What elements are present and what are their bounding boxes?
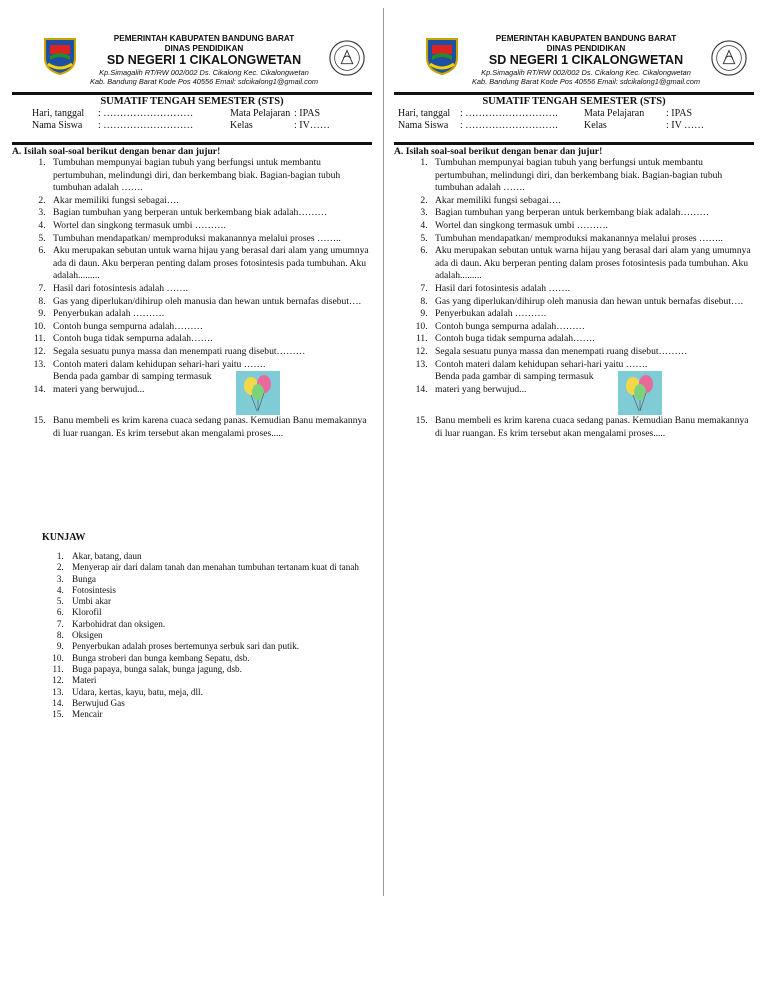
- exam-title: SUMATIF TENGAH SEMESTER (STS): [100, 96, 284, 107]
- school-name: SD NEGERI 1 CIKALONGWETAN: [106, 53, 302, 67]
- subject-label: Mata Pelajaran: [230, 108, 291, 119]
- question-text: Benda pada gambar di samping termasuk materi yang berwujud...: [435, 371, 594, 395]
- answer-key-title: KUNJAW: [42, 532, 86, 543]
- section-a: [12, 146, 372, 440]
- name-blank: : ………………………: [98, 120, 194, 131]
- answer-item: 1. Akar, batang, daun: [66, 551, 382, 562]
- question-item: 8. Gas yang diperlukan/dihirup oleh manusia dan hewan untuk bernafas disebut….: [48, 296, 372, 309]
- subject-label: Mata Pelajaran: [584, 108, 645, 119]
- answer-item: 2. Menyerap air dari dalam tanah dan menahan tumbuhan tertanam kuat di tanah: [66, 562, 382, 573]
- gov-line: PEMERINTAH KABUPATEN BANDUNG BARAT: [113, 34, 295, 43]
- address-line-2: Kab. Bandung Barat Kode Pos 40556 Email: sdcikalong1@gmail.com: [89, 77, 319, 86]
- date-label: Hari, tanggal: [32, 108, 85, 119]
- id-row-date: [12, 108, 372, 120]
- exam-title: SUMATIF TENGAH SEMESTER (STS): [482, 96, 666, 107]
- name-blank: : ……………………….: [460, 120, 558, 131]
- answer-item: 12. Materi: [66, 675, 382, 686]
- answer-item: 7. Karbohidrat dan oksigen.: [66, 619, 382, 630]
- agency-line: DINAS PENDIDIKAN: [546, 44, 626, 53]
- question-item: 7. Hasil dari fotosintesis adalah …….: [430, 283, 754, 296]
- question-item: 12. Segala sesuatu punya massa dan menempati ruang disebut………: [430, 346, 754, 359]
- agency-line: DINAS PENDIDIKAN: [164, 44, 244, 53]
- question-item: 10. Contoh bunga sempurna adalah………: [430, 321, 754, 334]
- answer-item: 14. Berwujud Gas: [66, 698, 382, 709]
- subject-value: : IPAS: [666, 108, 693, 119]
- question-item: 15. Banu membeli es krim karena cuaca sedang panas. Kemudian Banu memakannya di luar ruangan. Es krim tersebut akan mengalami proses.....: [430, 415, 754, 440]
- answer-item: 4. Fotosintesis: [66, 585, 382, 596]
- answer-item: 6. Klorofil: [66, 607, 382, 618]
- section-rule: [394, 142, 754, 145]
- kabupaten-crest-icon: [424, 36, 460, 76]
- header-rule: [394, 92, 754, 95]
- question-item: 5. Tumbuhan mendapatkan/ memproduksi makanannya melalui proses ……..: [430, 233, 754, 246]
- answer-item: 5. Umbi akar: [66, 596, 382, 607]
- date-label: Hari, tanggal: [398, 108, 451, 119]
- gov-line: PEMERINTAH KABUPATEN BANDUNG BARAT: [495, 34, 677, 43]
- section-rule: [12, 142, 372, 145]
- class-label: Kelas: [230, 120, 253, 131]
- question-item: 1. Tumbuhan mempunyai bagian tubuh yang berfungsi untuk membantu pertumbuhan, melindungi diri, dan berkembang biak. Bagian-bagian tubuh tumbuhan adalah …….: [48, 157, 372, 195]
- question-item: 3. Bagian tumbuhan yang berperan untuk berkembang biak adalah………: [430, 207, 754, 220]
- question-item: 15. Banu membeli es krim karena cuaca sedang panas. Kemudian Banu memakannya di luar ruangan. Es krim tersebut akan mengalami proses.....: [48, 415, 372, 440]
- id-row-date: [394, 108, 754, 120]
- question-item: 13. Contoh materi dalam kehidupan sehari-hari yaitu …….: [48, 359, 372, 372]
- id-row-name: [394, 120, 754, 132]
- question-item: 6. Aku merupakan sebutan untuk warna hijau yang berasal dari alam yang umumnya ada di daun. Aku berperan penting dalam proses fotosintesis pada tumbuhan. Aku adalah.........: [430, 245, 754, 283]
- answer-item: 11. Buga papaya, bunga salak, bunga jagung, dsb.: [66, 664, 382, 675]
- column-divider: [383, 8, 384, 896]
- answer-item: 15. Mencair: [66, 709, 382, 720]
- address-line-1: Kp.Simagalih RT/RW 002/002 Ds. Cikalong Kec. Cikalongwetan: [481, 68, 691, 77]
- class-value: : IV……: [294, 120, 330, 131]
- question-item: 2. Akar memiliki fungsi sebagai….: [48, 195, 372, 208]
- answer-item: 8. Oksigen: [66, 630, 382, 641]
- balloons-icon: [618, 371, 662, 415]
- answer-item: 10. Bunga stroberi dan bunga kembang Sepatu, dsb.: [66, 653, 382, 664]
- address-line-1: Kp.Simagalih RT/RW 002/002 Ds. Cikalong Kec. Cikalongwetan: [99, 68, 309, 77]
- question-item: 12. Segala sesuatu punya massa dan menempati ruang disebut………: [48, 346, 372, 359]
- answer-item: 13. Udara, kertas, kayu, batu, meja, dll.: [66, 687, 382, 698]
- date-blank: : ………………………: [98, 108, 194, 119]
- question-item: 9. Penyerbukan adalah ……….: [430, 308, 754, 321]
- section-a: [394, 146, 754, 440]
- question-item: 10. Contoh bunga sempurna adalah………: [48, 321, 372, 334]
- question-item: 7. Hasil dari fotosintesis adalah …….: [48, 283, 372, 296]
- answer-item: 3. Bunga: [66, 574, 382, 585]
- question-item: 4. Wortel dan singkong termasuk umbi ……….: [48, 220, 372, 233]
- tut-wuri-handayani-icon: [328, 38, 366, 78]
- header-rule: [12, 92, 372, 95]
- question-item: 11. Contoh buga tidak sempurna adalah…….: [48, 333, 372, 346]
- name-label: Nama Siswa: [32, 120, 83, 131]
- question-item: 3. Bagian tumbuhan yang berperan untuk berkembang biak adalah………: [48, 207, 372, 220]
- id-row-name: [12, 120, 372, 132]
- school-name: SD NEGERI 1 CIKALONGWETAN: [488, 53, 684, 67]
- balloons-icon: [236, 371, 280, 415]
- answer-item: 9. Penyerbukan adalah proses bertemunya serbuk sari dan putik.: [66, 641, 382, 652]
- question-item: 8. Gas yang diperlukan/dihirup oleh manusia dan hewan untuk bernafas disebut….: [430, 296, 754, 309]
- address-line-2: Kab. Bandung Barat Kode Pos 40556 Email: sdcikalong1@gmail.com: [471, 77, 701, 86]
- question-item: 13. Contoh materi dalam kehidupan sehari-hari yaitu …….: [430, 359, 754, 372]
- date-blank: : ……………………….: [460, 108, 558, 119]
- class-label: Kelas: [584, 120, 607, 131]
- subject-value: : IPAS: [294, 108, 321, 119]
- question-item: 2. Akar memiliki fungsi sebagai….: [430, 195, 754, 208]
- answer-key: [42, 532, 382, 720]
- question-item: 11. Contoh buga tidak sempurna adalah…….: [430, 333, 754, 346]
- section-heading: A. Isilah soal-soal berikut dengan benar dan jujur!: [12, 146, 221, 157]
- question-item: 4. Wortel dan singkong termasuk umbi ……….: [430, 220, 754, 233]
- question-item: [48, 371, 372, 415]
- question-text: Benda pada gambar di samping termasuk materi yang berwujud...: [53, 371, 212, 395]
- kabupaten-crest-icon: [42, 36, 78, 76]
- question-item: 9. Penyerbukan adalah ……….: [48, 308, 372, 321]
- letterhead: [12, 30, 372, 92]
- question-item: 1. Tumbuhan mempunyai bagian tubuh yang berfungsi untuk membantu pertumbuhan, melindungi diri, dan berkembang biak. Bagian-bagian tubuh tumbuhan adalah …….: [430, 157, 754, 195]
- name-label: Nama Siswa: [398, 120, 449, 131]
- section-heading: A. Isilah soal-soal berikut dengan benar dan jujur!: [394, 146, 603, 157]
- class-value: : IV ……: [666, 120, 705, 131]
- letterhead: [394, 30, 754, 92]
- question-item: 6. Aku merupakan sebutan untuk warna hijau yang berasal dari alam yang umumnya ada di daun. Aku berperan penting dalam proses fotosintesis pada tumbuhan. Aku adalah.........: [48, 245, 372, 283]
- question-item: [430, 371, 754, 415]
- question-item: 5. Tumbuhan mendapatkan/ memproduksi makanannya melalui proses ……..: [48, 233, 372, 246]
- tut-wuri-handayani-icon: [710, 38, 748, 78]
